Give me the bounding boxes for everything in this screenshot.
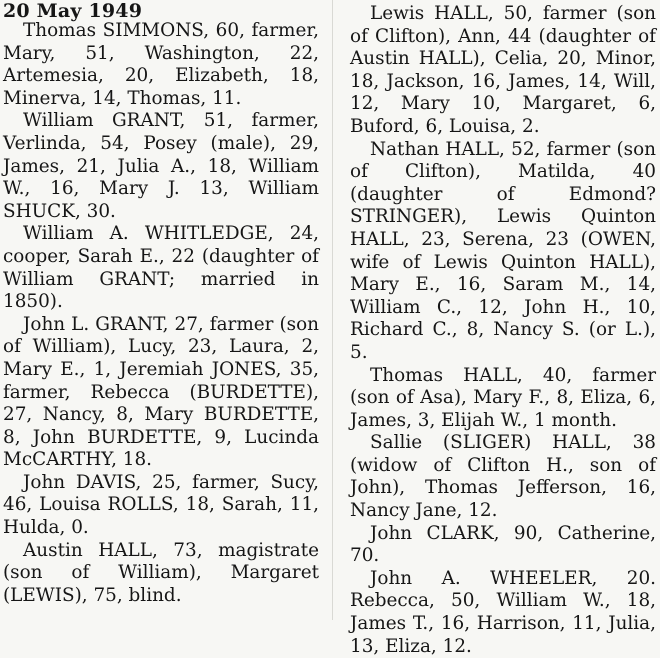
household-entry: Thomas SIMMONS, 60, farmer, Mary, 51, Washington, 22, Artemesia, 20, Elizabeth, 18, Minerva, 14, Thomas, 11. xyxy=(3,20,319,109)
right-column xyxy=(350,3,656,658)
household-entry: Sallie (SLIGER) HALL, 38 (widow of Clifton H., son of John), Thomas Jefferson, 16, Nancy Jane, 12. xyxy=(350,432,656,522)
household-entry: John DAVIS, 25, farmer, Sucy, 46, Louisa ROLLS, 18, Sarah, 11, Hulda, 0. xyxy=(3,471,319,539)
household-entry: William GRANT, 51, farmer, Verlinda, 54, Posey (male), 29, James, 21, Julia A., 18, William W., 16, Mary J. 13, William SHUCK, 30. xyxy=(3,110,319,222)
column-divider xyxy=(332,0,333,620)
left-column xyxy=(3,20,319,607)
household-entry: John A. WHEELER, 20. Rebecca, 50, William W., 18, James T., 16, Harrison, 11, Julia, 13, Eliza, 12. xyxy=(350,567,656,657)
household-entry: Lewis HALL, 50, farmer (son of Clifton), Ann, 44 (daughter of Austin HALL), Celia, 20, Minor, 18, Jackson, 16, James, 14, Will, 12, Mary 10, Margaret, 6, Buford, 6, Louisa, 2. xyxy=(350,3,656,137)
household-entry: William A. WHITLEDGE, 24, cooper, Sarah E., 22 (daughter of William GRANT; married in 1850). xyxy=(3,223,319,313)
household-entry: John L. GRANT, 27, farmer (son of William), Lucy, 23, Laura, 2, Mary E., 1, Jeremiah JONES, 35, farmer, Rebecca (BURDETTE), 27, Nancy, 8, Mary BURDETTE, 8, John BURDETTE, 9, Lucinda McCARTHY, 18. xyxy=(3,313,319,471)
household-entry: Nathan HALL, 52, farmer (son of Clifton), Matilda, 40 (daughter of Edmond? STRINGER), Lewis Quinton HALL, 23, Serena, 23 (OWEN, wife of Lewis Quinton HALL), Mary E., 16, Saram M., 14, William C., 12, John H., 10, Richard C., 8, Nancy S. (or L.), 5. xyxy=(350,138,656,363)
household-entry: John CLARK, 90, Catherine, 70. xyxy=(350,522,656,567)
household-entry: Austin HALL, 73, magistrate (son of William), Margaret (LEWIS), 75, blind. xyxy=(3,539,319,606)
household-entry: Thomas HALL, 40, farmer (son of Asa), Mary F., 8, Eliza, 6, James, 3, Elijah W., 1 month. xyxy=(350,364,656,431)
page-date: 20 May 1949 xyxy=(3,0,143,22)
